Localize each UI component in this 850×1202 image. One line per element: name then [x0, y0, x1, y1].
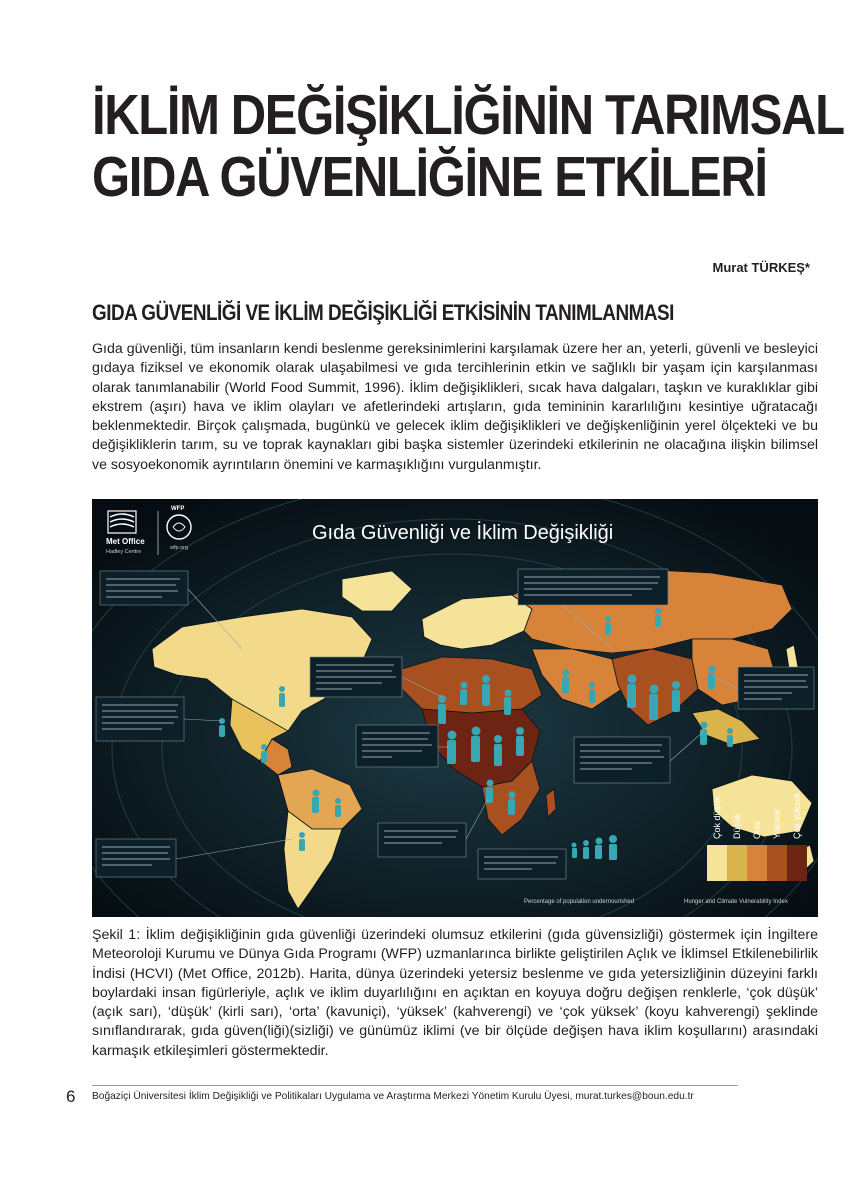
- article-title-line-2: GIDA GÜVENLİĞİNE ETKİLERİ: [92, 145, 767, 209]
- legend-swatch-low: [727, 845, 747, 881]
- legend-label-very-high: Çok yüksek: [792, 792, 802, 839]
- food-security-climate-map: [92, 499, 818, 917]
- legend-label-medium: Orta: [752, 821, 762, 839]
- wfp-label: WFP: [171, 506, 185, 512]
- article-title-line-1: İKLİM DEĞİŞİKLİĞİNİN TARIMSAL: [92, 83, 844, 147]
- footer-divider: [92, 1085, 738, 1086]
- map-graphic: [92, 499, 818, 917]
- legend-swatch-high: [767, 845, 787, 881]
- legend-label-low: Düşük: [732, 813, 742, 839]
- legend-label-very-low: Çok düşük: [712, 796, 722, 839]
- legend-swatch-medium: [747, 845, 767, 881]
- author-name: Murat TÜRKEŞ*: [712, 260, 810, 275]
- section-heading: GIDA GÜVENLİĞİ VE İKLİM DEĞİŞİKLİĞİ ETKİSİNİN TANIMLANMASI: [92, 300, 674, 325]
- legend-label-high: Yüksek: [772, 809, 782, 839]
- wfp-sub-label: wfp.org: [170, 545, 189, 551]
- color-legend-label: Hunger and Climate Vulnerability Index: [684, 899, 788, 905]
- article-title: [92, 83, 844, 209]
- legend-swatch-very-low: [707, 845, 727, 881]
- legend-swatch-very-high: [787, 845, 807, 881]
- figure-caption: Şekil 1: İklim değişikliğinin gıda güvenliği üzerindeki olumsuz etkilerini (gıda güvensizliği) göstermek için İngiltere Meteoroloji Kurumu ve Dünya Gıda Programı (WFP) uzmanlarınca birlikte geliştirilen Açlık ve İklimsel Etkilenebilirlik İndisi (HCVI) (Met Office, 2012b). Harita, dünya üzerindeki yetersiz beslenme ve gıda yetersizliğinin düzeyini farklı boylardaki insan figürleriyle, açlık ve iklim duyarlılığını en açıktan en koyuya doğru değişen renklerle, ‘çok düşük’ (açık sarı), ‘düşük’ (kirli sarı), ‘orta’ (kavuniçi), ‘yüksek’ (kahverengi) ve ‘çok yüksek’ (koyu kahverengi) şeklinde sınıflandırarak, gıda güven(liği)(sizliği) ve günümüz iklimi (ve bir ölçüde değişen hava iklim koşullarını) arasındaki karmaşık etkileşimleri göstermektedir.: [92, 927, 818, 1059]
- intro-paragraph: Gıda güvenliği, tüm insanların kendi beslenme gereksinimlerini karşılamak üzere her an, yeterli, güvenli ve besleyici gıdaya fiziksel ve ekonomik olarak ulaşabilmesi ve gıda tercihlerinin etkin ve sağlıklı bir yaşam için karşılanması olarak tanımlanabilir (World Food Summit, 1996). İklim değişiklikleri, sıcak hava dalgaları, taşkın ve kuraklıklar gibi ekstrem (aşırı) hava ve iklim olayları ve afetlerindeki artışların, gıda temininin kararlılığını kesintiye uğratacağı beklenmektedir. Birçok çalışmada, bugünkü ve gelecek iklim değişiklikleri ve değişkenliğinin yerel ölçekteki ve bu değişikliklerin tarım, su ve toprak kaynakları gibi başka sistemler üzerindeki etkilerinin ne olacağına ilişkin bilimsel ve sosyoekonomik ayrıntıların önemini ve karmaşıklığını vurgulanmıştır.: [92, 341, 818, 473]
- people-legend-label: Percentage of population undernourished: [524, 899, 635, 905]
- footer-affiliation: Boğaziçi Üniversitesi İklim Değişikliği ve Politikaları Uygulama ve Araştırma Merkezi Yönetim Kurulu Üyesi, murat.turkes@boun.edu.tr: [92, 1091, 694, 1102]
- map-title: Gıda Güvenliği ve İklim Değişikliği: [312, 522, 614, 544]
- met-office-label: Met Office: [106, 537, 145, 546]
- page-number: 6: [66, 1087, 76, 1106]
- met-office-sub-label: Hadley Centre: [106, 549, 142, 555]
